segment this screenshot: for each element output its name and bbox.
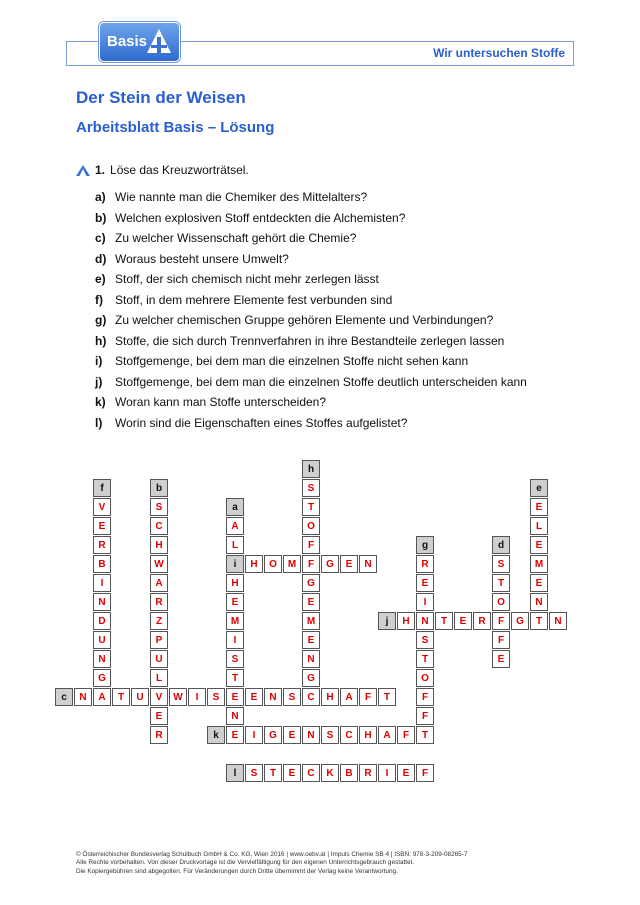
answer-cell: R — [473, 612, 491, 630]
answer-cell: A — [226, 517, 244, 535]
answer-cell: F — [359, 688, 377, 706]
answer-cell: I — [188, 688, 206, 706]
answer-cell: E — [93, 517, 111, 535]
question-item — [95, 334, 527, 355]
answer-cell: G — [302, 669, 320, 687]
answer-cell: M — [283, 555, 301, 573]
answer-cell: C — [150, 517, 168, 535]
answer-cell: E — [226, 688, 244, 706]
answer-cell: M — [530, 555, 548, 573]
answer-cell: I — [93, 574, 111, 592]
answer-cell: T — [302, 498, 320, 516]
answer-cell: N — [93, 650, 111, 668]
clue-cell-c: c — [55, 688, 73, 706]
answer-cell: E — [226, 593, 244, 611]
answer-cell: E — [226, 726, 244, 744]
footer-copyright: © Österreichischer Bundesverlag Schulbuch GmbH & Co. KG, Wien 2016 | www.oebv.at | Impuls Chemie SB 4 | ISBN: 978-3-209-08265-7 — [76, 851, 468, 858]
question-letter: b) — [95, 210, 107, 225]
clue-cell-e: e — [530, 479, 548, 497]
answer-cell: D — [93, 612, 111, 630]
answer-cell: E — [150, 707, 168, 725]
answer-cell: U — [93, 631, 111, 649]
answer-cell: S — [321, 726, 339, 744]
answer-cell: H — [359, 726, 377, 744]
answer-cell: L — [226, 536, 244, 554]
answer-cell: T — [112, 688, 130, 706]
answer-cell: S — [150, 498, 168, 516]
answer-cell: G — [511, 612, 529, 630]
answer-cell: R — [359, 764, 377, 782]
answer-cell: F — [302, 536, 320, 554]
question-letter: f) — [95, 292, 103, 307]
answer-cell: H — [245, 555, 263, 573]
question-letter: g) — [95, 313, 107, 327]
logo-text: Basis — [107, 33, 148, 50]
answer-cell: E — [492, 650, 510, 668]
answer-cell: W — [169, 688, 187, 706]
question-item — [95, 211, 527, 232]
answer-cell: E — [302, 593, 320, 611]
answer-cell: F — [416, 764, 434, 782]
answer-cell: N — [530, 593, 548, 611]
answer-cell: A — [340, 688, 358, 706]
answer-cell: C — [340, 726, 358, 744]
answer-cell: N — [302, 726, 320, 744]
answer-cell: F — [302, 555, 320, 573]
answer-cell: E — [283, 726, 301, 744]
answer-cell: E — [283, 764, 301, 782]
answer-cell: N — [416, 612, 434, 630]
answer-cell: I — [226, 631, 244, 649]
question-text: Stoffgemenge, bei dem man die einzelnen Stoffe deutlich unterscheiden kann — [115, 374, 527, 389]
question-item — [95, 231, 527, 252]
question-list — [95, 190, 527, 436]
question-text: Woraus besteht unsere Umwelt? — [115, 251, 289, 266]
answer-cell: R — [150, 726, 168, 744]
answer-cell: G — [264, 726, 282, 744]
answer-cell: S — [416, 631, 434, 649]
question-text: Stoffe, die sich durch Trennverfahren in ihre Bestandteile zerlegen lassen — [115, 333, 505, 348]
answer-cell: N — [302, 650, 320, 668]
clue-cell-j: j — [378, 612, 396, 630]
answer-cell: N — [549, 612, 567, 630]
answer-cell: N — [226, 707, 244, 725]
clue-cell-a: a — [226, 498, 244, 516]
answer-cell: C — [302, 764, 320, 782]
answer-cell: M — [302, 612, 320, 630]
clue-cell-b: b — [150, 479, 168, 497]
answer-cell: F — [492, 612, 510, 630]
answer-cell: S — [302, 479, 320, 497]
answer-cell: U — [131, 688, 149, 706]
pyramid-icon — [145, 27, 173, 55]
answer-cell: S — [226, 650, 244, 668]
answer-cell: E — [302, 631, 320, 649]
header-title: Wir untersuchen Stoffe — [433, 46, 565, 60]
answer-cell: P — [150, 631, 168, 649]
answer-cell: E — [245, 688, 263, 706]
answer-cell: A — [378, 726, 396, 744]
question-item — [95, 293, 527, 314]
task-heading — [75, 163, 249, 177]
answer-cell: Z — [150, 612, 168, 630]
question-letter: i) — [95, 354, 103, 368]
question-letter: c) — [95, 231, 106, 245]
answer-cell: F — [492, 631, 510, 649]
answer-cell: B — [340, 764, 358, 782]
answer-cell: L — [150, 669, 168, 687]
question-item — [95, 395, 527, 416]
answer-cell: M — [226, 612, 244, 630]
answer-cell: N — [74, 688, 92, 706]
question-letter: d) — [95, 251, 107, 266]
question-text: Worin sind die Eigenschaften eines Stoffes aufgelistet? — [115, 415, 408, 430]
page-subtitle: Arbeitsblatt Basis – Lösung — [76, 119, 275, 136]
answer-cell: A — [93, 688, 111, 706]
answer-cell: T — [264, 764, 282, 782]
clue-cell-f: f — [93, 479, 111, 497]
task-text: Löse das Kreuzworträtsel. — [110, 163, 249, 177]
answer-cell: F — [416, 707, 434, 725]
page-title: Der Stein der Weisen — [76, 88, 246, 107]
question-item — [95, 354, 527, 375]
question-text: Stoff, in dem mehrere Elemente fest verbunden sind — [115, 292, 393, 307]
question-letter: e) — [95, 272, 106, 286]
answer-cell: V — [150, 688, 168, 706]
question-item — [95, 272, 527, 293]
answer-cell: H — [150, 536, 168, 554]
answer-cell: R — [416, 555, 434, 573]
clue-cell-k: k — [207, 726, 225, 744]
answer-cell: A — [150, 574, 168, 592]
answer-cell: K — [321, 764, 339, 782]
clue-cell-i: i — [226, 555, 244, 573]
answer-cell: T — [226, 669, 244, 687]
answer-cell: E — [530, 498, 548, 516]
question-text: Welchen explosiven Stoff entdeckten die Alchemisten? — [115, 210, 406, 225]
answer-cell: I — [416, 593, 434, 611]
answer-cell: E — [397, 764, 415, 782]
question-text: Woran kann man Stoffe unterscheiden? — [115, 395, 327, 409]
answer-cell: E — [454, 612, 472, 630]
answer-cell: N — [264, 688, 282, 706]
answer-cell: H — [397, 612, 415, 630]
question-item — [95, 313, 527, 334]
answer-cell: I — [245, 726, 263, 744]
question-item — [95, 252, 527, 273]
footer-fees: Die Kopiergebühren sind abgegolten. Für Veränderungen durch Dritte übernimmt der Verlag keine Verantwortung. — [76, 867, 398, 875]
task-number: 1. — [95, 163, 106, 177]
answer-cell: O — [492, 593, 510, 611]
answer-cell: T — [492, 574, 510, 592]
answer-cell: G — [321, 555, 339, 573]
answer-cell: W — [150, 555, 168, 573]
basis-logo — [99, 22, 180, 62]
clue-cell-h: h — [302, 460, 320, 478]
question-text: Zu welcher Wissenschaft gehört die Chemie? — [115, 231, 357, 245]
answer-cell: B — [93, 555, 111, 573]
answer-cell: R — [93, 536, 111, 554]
answer-cell: R — [150, 593, 168, 611]
footer — [76, 851, 467, 876]
answer-cell: S — [207, 688, 225, 706]
answer-cell: L — [530, 517, 548, 535]
answer-cell: T — [435, 612, 453, 630]
answer-cell: T — [416, 726, 434, 744]
question-item — [95, 416, 527, 437]
question-text: Stoff, der sich chemisch nicht mehr zerlegen lässt — [115, 272, 379, 286]
answer-cell: F — [397, 726, 415, 744]
answer-cell: O — [264, 555, 282, 573]
clue-cell-d: d — [492, 536, 510, 554]
question-item — [95, 375, 527, 396]
answer-cell: F — [416, 688, 434, 706]
answer-cell: S — [283, 688, 301, 706]
question-letter: h) — [95, 333, 107, 348]
answer-cell: T — [378, 688, 396, 706]
answer-cell: I — [378, 764, 396, 782]
answer-cell: T — [530, 612, 548, 630]
question-letter: j) — [95, 374, 103, 389]
answer-cell: S — [492, 555, 510, 573]
answer-cell: E — [530, 536, 548, 554]
answer-cell: C — [302, 688, 320, 706]
answer-cell: N — [359, 555, 377, 573]
answer-cell: H — [226, 574, 244, 592]
clue-cell-l: l — [226, 764, 244, 782]
answer-cell: G — [93, 669, 111, 687]
answer-cell: E — [416, 574, 434, 592]
answer-cell: E — [340, 555, 358, 573]
answer-cell: N — [93, 593, 111, 611]
answer-cell: S — [245, 764, 263, 782]
answer-cell: V — [93, 498, 111, 516]
answer-cell: U — [150, 650, 168, 668]
difficulty-icon — [75, 164, 91, 177]
answer-cell: O — [302, 517, 320, 535]
clue-cell-g: g — [416, 536, 434, 554]
question-text: Zu welcher chemischen Gruppe gehören Elemente und Verbindungen? — [115, 313, 494, 327]
question-letter: k) — [95, 395, 106, 409]
answer-cell: T — [416, 650, 434, 668]
answer-cell: G — [302, 574, 320, 592]
footer-rights: Alle Rechte vorbehalten. Von dieser Druckvorlage ist die Vervielfältigung für den eigenen Unterrichtsgebrauch gestattet. — [76, 859, 415, 867]
question-item — [95, 190, 527, 211]
question-letter: l) — [95, 415, 103, 430]
question-text: Wie nannte man die Chemiker des Mittelalters? — [115, 190, 368, 204]
answer-cell: O — [416, 669, 434, 687]
question-text: Stoffgemenge, bei dem man die einzelnen Stoffe nicht sehen kann — [115, 354, 469, 368]
question-letter: a) — [95, 190, 106, 204]
answer-cell: H — [321, 688, 339, 706]
answer-cell: E — [530, 574, 548, 592]
